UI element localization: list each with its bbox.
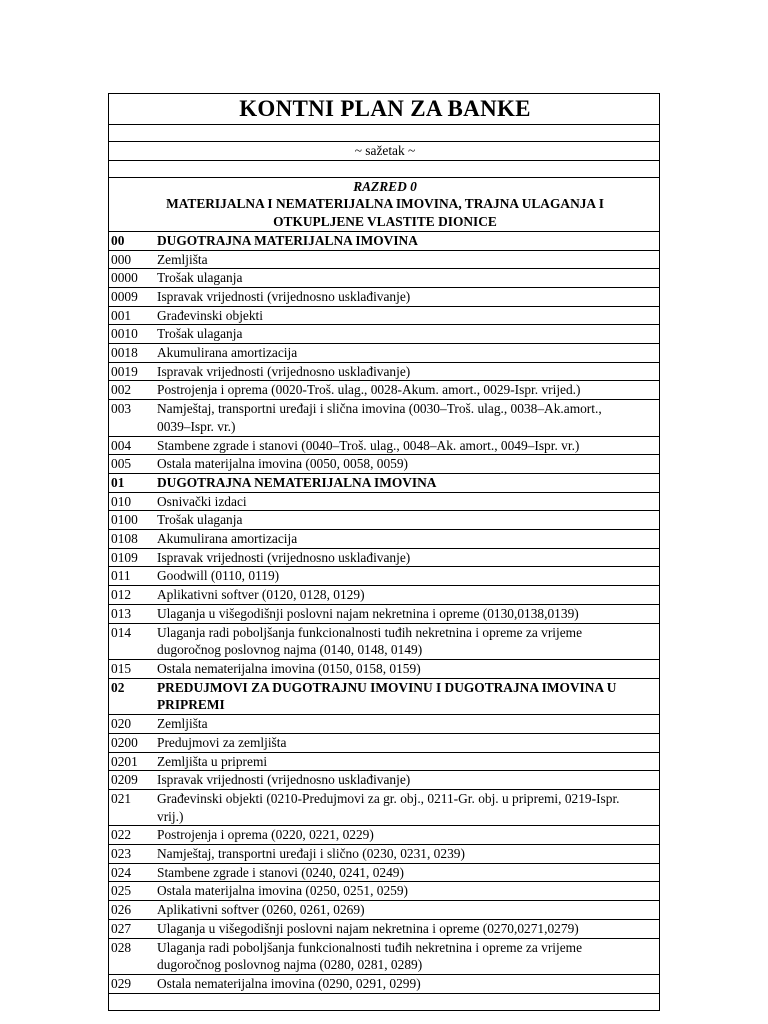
account-description: Građevinski objekti (0210-Predujmovi za gr. obj., 0211-Gr. obj. u pripremi, 0219-Ispr. vrij.)	[157, 790, 620, 824]
account-code: 02	[111, 679, 125, 695]
account-cell	[109, 604, 660, 623]
account-description: Ulaganja radi poboljšanja funkcionalnosti tuđih nekretnina i opreme za vrijeme dugoročnog poslovnog najma (0280, 0281, 0289)	[157, 939, 583, 973]
account-code: 005	[111, 456, 132, 472]
razred-description-line-1: MATERIJALNA I NEMATERIJALNA IMOVINA, TRAJNA ULAGANJA I	[166, 196, 604, 212]
account-code: 003	[111, 401, 132, 417]
account-cell	[109, 436, 660, 455]
account-code: 022	[111, 827, 132, 843]
account-row	[109, 938, 660, 974]
account-description: Aplikativni softver (0260, 0261, 0269)	[157, 902, 365, 918]
account-description: Ulaganja u višegodišnji poslovni najam nekretnina i opreme (0270,0271,0279)	[157, 920, 579, 936]
account-description: Ostala materijalna imovina (0250, 0251, 0259)	[157, 883, 409, 899]
razred-description-line-2: OTKUPLJENE VLASTITE DIONICE	[273, 214, 497, 230]
account-row	[109, 826, 660, 845]
account-code: 024	[111, 864, 132, 880]
account-description: Postrojenja i oprema (0020-Troš. ulag., 0028-Akum. amort., 0029-Ispr. vrijed.)	[157, 382, 581, 398]
account-description: Zemljišta u pripremi	[157, 753, 268, 769]
account-description: Osnivački izdaci	[157, 493, 247, 509]
account-row	[109, 400, 660, 436]
account-row	[109, 436, 660, 455]
account-row	[109, 455, 660, 474]
account-code: 002	[111, 382, 132, 398]
account-cell	[109, 771, 660, 790]
account-cell	[109, 623, 660, 659]
account-cell	[109, 845, 660, 864]
account-description: Ispravak vrijednosti (vrijednosno usklađivanje)	[157, 772, 411, 788]
account-row	[109, 269, 660, 288]
account-code: 0109	[111, 549, 138, 565]
account-row	[109, 381, 660, 400]
account-row	[109, 715, 660, 734]
account-description: Ispravak vrijednosti (vrijednosno usklađivanje)	[157, 549, 411, 565]
document-subtitle: ~ sažetak ~	[109, 142, 660, 161]
account-code: 0100	[111, 512, 138, 528]
account-code: 027	[111, 920, 132, 936]
account-description: Namještaj, transportni uređaji i slična imovina (0030–Troš. ulag., 0038–Ak.amort., 0039–Ispr. vr.)	[157, 401, 602, 434]
account-code: 0019	[111, 363, 138, 379]
account-cell	[109, 344, 660, 363]
account-description: Zemljišta	[157, 251, 208, 267]
account-cell	[109, 678, 660, 714]
account-description: Postrojenja i oprema (0220, 0221, 0229)	[157, 827, 374, 843]
account-cell	[109, 659, 660, 678]
account-row	[109, 306, 660, 325]
account-cell	[109, 901, 660, 920]
account-code: 029	[111, 975, 132, 991]
account-cell	[109, 306, 660, 325]
account-description: Goodwill (0110, 0119)	[157, 568, 280, 584]
account-description: Ispravak vrijednosti (vrijednosno usklađivanje)	[157, 363, 411, 379]
account-row	[109, 771, 660, 790]
account-row	[109, 919, 660, 938]
title-row	[109, 94, 660, 125]
blank-row	[109, 160, 660, 177]
account-row	[109, 492, 660, 511]
account-code: 004	[111, 437, 132, 453]
account-cell	[109, 400, 660, 436]
account-row	[109, 362, 660, 381]
account-row	[109, 752, 660, 771]
account-row	[109, 863, 660, 882]
account-cell	[109, 789, 660, 825]
account-row	[109, 974, 660, 993]
account-description: Akumulirana amortizacija	[157, 345, 298, 361]
account-description: PREDUJMOVI ZA DUGOTRAJNU IMOVINU I DUGOTRAJNA IMOVINA U PRIPREMI	[157, 679, 617, 713]
account-row	[109, 901, 660, 920]
chart-of-accounts-table	[108, 93, 660, 1011]
account-code: 0018	[111, 345, 138, 361]
account-code: 00	[111, 232, 125, 248]
account-cell	[109, 752, 660, 771]
account-code: 020	[111, 716, 132, 732]
account-description: Namještaj, transportni uređaji i slično (0230, 0231, 0239)	[157, 846, 465, 862]
account-description: Stambene zgrade i stanovi (0040–Troš. ulag., 0048–Ak. amort., 0049–Ispr. vr.)	[157, 437, 580, 453]
subtitle-row	[109, 142, 660, 161]
section-row	[109, 473, 660, 492]
account-description: Trošak ulaganja	[157, 326, 243, 342]
account-description: Ispravak vrijednosti (vrijednosno usklađivanje)	[157, 288, 411, 304]
account-code: 014	[111, 624, 132, 640]
account-description: Trošak ulaganja	[157, 270, 243, 286]
account-row	[109, 325, 660, 344]
document-title: KONTNI PLAN ZA BANKE	[109, 94, 660, 125]
section-row	[109, 231, 660, 250]
razred-cell	[109, 177, 660, 231]
account-cell	[109, 325, 660, 344]
account-row	[109, 882, 660, 901]
account-cell	[109, 511, 660, 530]
account-code: 011	[111, 568, 131, 584]
account-cell	[109, 287, 660, 306]
account-description: Ostala nematerijalna imovina (0150, 0158, 0159)	[157, 660, 421, 676]
account-cell	[109, 492, 660, 511]
account-code: 01	[111, 474, 125, 490]
account-row	[109, 567, 660, 586]
account-cell	[109, 381, 660, 400]
account-description: Ulaganja u višegodišnji poslovni najam nekretnina i opreme (0130,0138,0139)	[157, 605, 579, 621]
account-code: 015	[111, 660, 132, 676]
account-code: 0000	[111, 270, 138, 286]
account-code: 0200	[111, 734, 138, 750]
account-description: Građevinski objekti	[157, 307, 263, 323]
account-cell	[109, 269, 660, 288]
account-cell	[109, 362, 660, 381]
account-cell	[109, 733, 660, 752]
account-row	[109, 548, 660, 567]
account-cell	[109, 250, 660, 269]
account-cell	[109, 938, 660, 974]
account-code: 001	[111, 307, 132, 323]
account-description: Akumulirana amortizacija	[157, 531, 298, 547]
account-code: 021	[111, 790, 132, 806]
account-description: Predujmovi za zemljišta	[157, 734, 287, 750]
account-code: 012	[111, 587, 132, 603]
account-description: DUGOTRAJNA MATERIJALNA IMOVINA	[157, 232, 418, 248]
account-description: Stambene zgrade i stanovi (0240, 0241, 0249)	[157, 864, 404, 880]
account-description: Ostala materijalna imovina (0050, 0058, 0059)	[157, 456, 409, 472]
account-cell	[109, 530, 660, 549]
account-cell	[109, 548, 660, 567]
account-code: 0010	[111, 326, 138, 342]
section-row	[109, 678, 660, 714]
account-code: 000	[111, 251, 132, 267]
account-code: 026	[111, 902, 132, 918]
account-row	[109, 845, 660, 864]
account-description: Trošak ulaganja	[157, 512, 243, 528]
account-code: 010	[111, 493, 132, 509]
account-cell	[109, 863, 660, 882]
account-row	[109, 604, 660, 623]
account-cell	[109, 586, 660, 605]
account-code: 0209	[111, 772, 138, 788]
account-row	[109, 659, 660, 678]
account-description: Ulaganja radi poboljšanja funkcionalnosti tuđih nekretnina i opreme za vrijeme dugoročnog poslovnog najma (0140, 0148, 0149)	[157, 624, 583, 658]
account-cell	[109, 826, 660, 845]
account-row	[109, 287, 660, 306]
account-cell	[109, 231, 660, 250]
account-cell	[109, 919, 660, 938]
account-row	[109, 586, 660, 605]
account-code: 028	[111, 939, 132, 955]
account-code: 023	[111, 846, 132, 862]
account-row	[109, 530, 660, 549]
account-cell	[109, 974, 660, 993]
account-cell	[109, 455, 660, 474]
account-description: Zemljišta	[157, 716, 208, 732]
account-code: 0108	[111, 531, 138, 547]
account-cell	[109, 882, 660, 901]
account-row	[109, 733, 660, 752]
account-cell	[109, 473, 660, 492]
account-description: Ostala nematerijalna imovina (0290, 0291, 0299)	[157, 975, 421, 991]
account-row	[109, 344, 660, 363]
account-description: DUGOTRAJNA NEMATERIJALNA IMOVINA	[157, 474, 437, 490]
account-row	[109, 250, 660, 269]
account-description: Aplikativni softver (0120, 0128, 0129)	[157, 587, 365, 603]
account-cell	[109, 567, 660, 586]
account-row	[109, 511, 660, 530]
account-code: 025	[111, 883, 132, 899]
account-code: 0201	[111, 753, 138, 769]
razred-label: RAZRED 0	[353, 178, 417, 194]
account-row	[109, 623, 660, 659]
razred-row	[109, 177, 660, 231]
account-code: 013	[111, 605, 132, 621]
blank-row	[109, 125, 660, 142]
account-cell	[109, 715, 660, 734]
blank-row	[109, 993, 660, 1010]
account-row	[109, 789, 660, 825]
account-code: 0009	[111, 288, 138, 304]
